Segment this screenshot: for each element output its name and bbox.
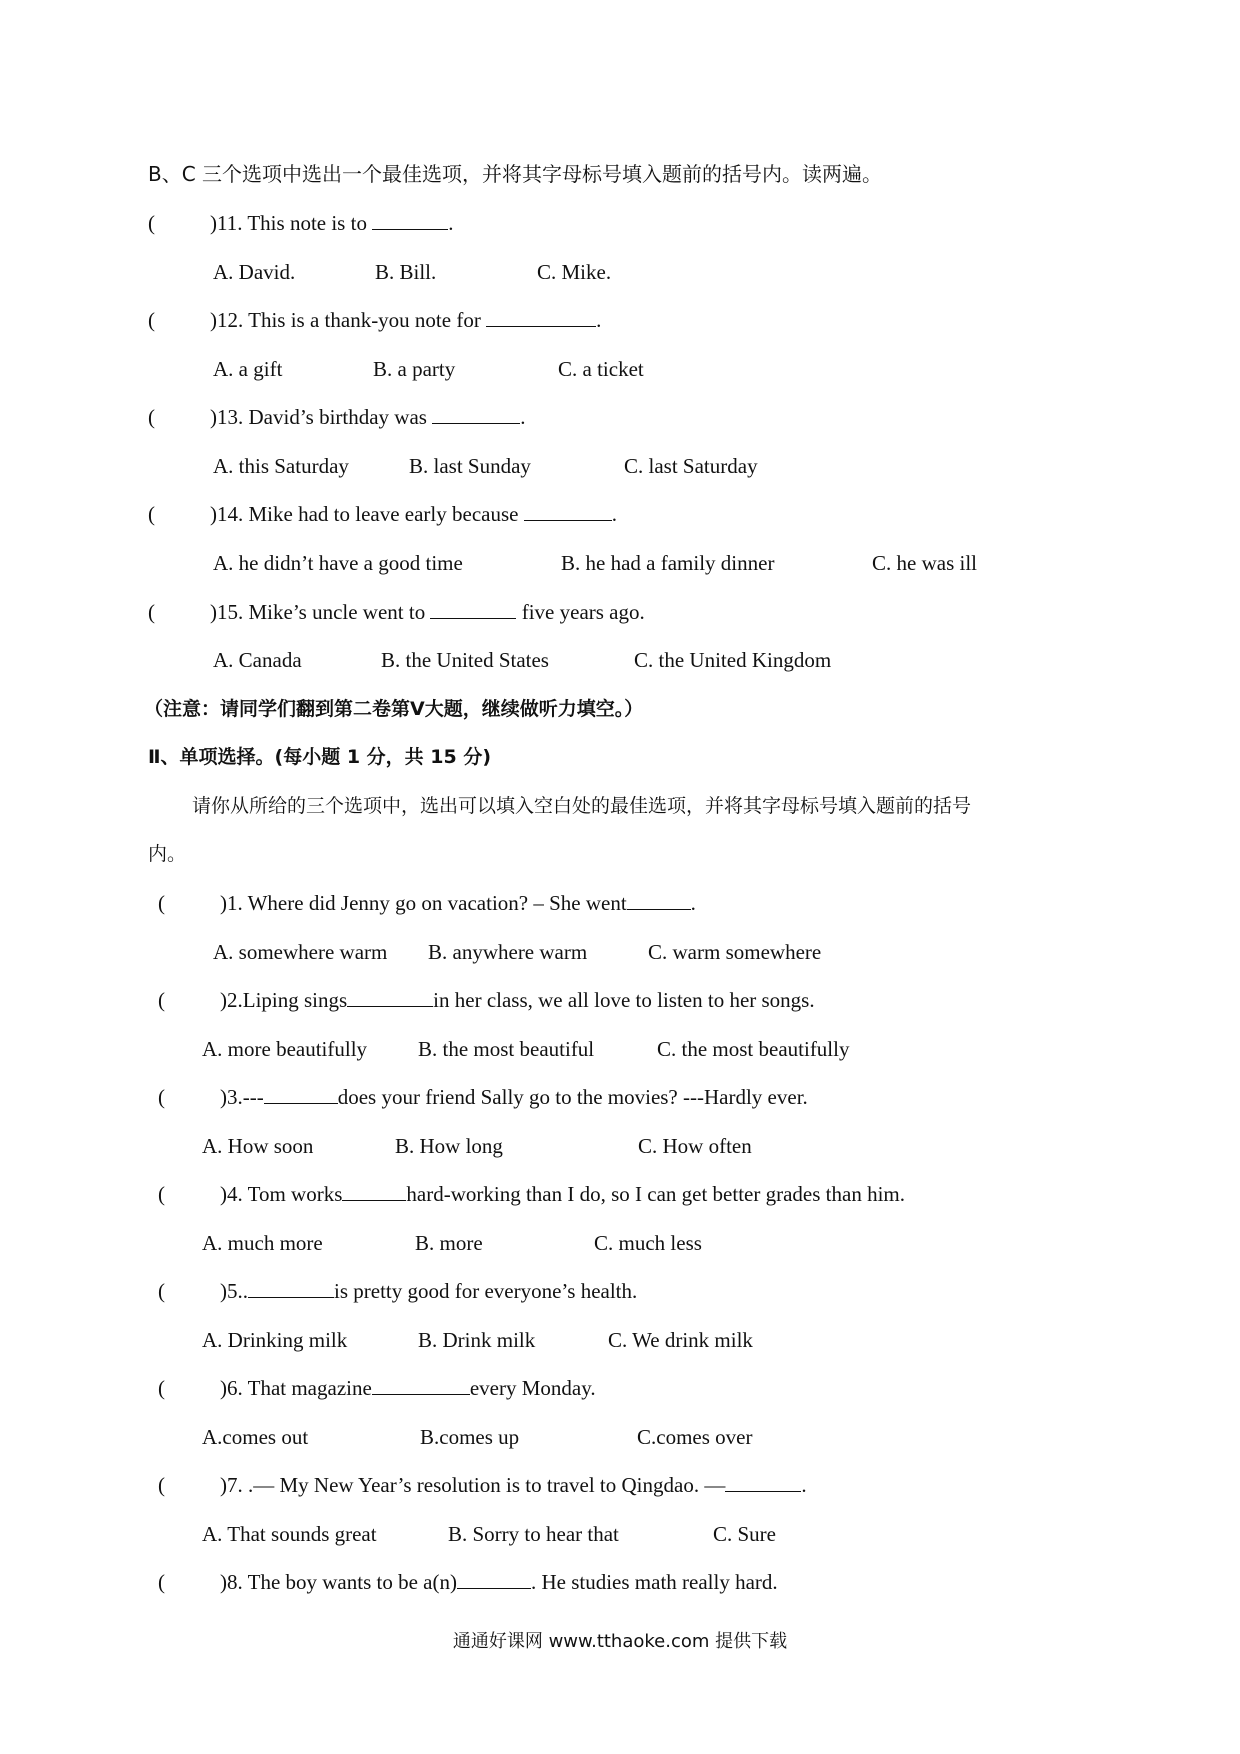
option-b[interactable]: B. Sorry to hear that [448,1522,619,1546]
option-b[interactable]: B. a party [373,357,456,381]
answer-bracket[interactable]: ( [158,1279,165,1303]
option-b[interactable]: B. he had a family dinner [561,551,775,575]
choice-question-5 [158,1277,637,1305]
choice-question-2 [158,986,815,1014]
answer-bracket[interactable]: ( [148,502,155,526]
fill-blank [347,986,433,1007]
answer-bracket[interactable]: ( [158,988,165,1012]
option-b[interactable]: B. How long [395,1134,503,1158]
fill-blank [432,403,520,424]
instruction-line: B、C 三个选项中选出一个最佳选项，并将其字母标号填入题前的括号内。读两遍。 [148,162,883,186]
section-title: Ⅱ、单项选择。(每小题 1 分，共 15 分) [148,746,492,768]
option-a[interactable]: A. That sounds great [202,1522,377,1546]
option-c[interactable]: C. the United Kingdom [634,648,832,672]
option-b[interactable]: B. anywhere warm [428,940,588,964]
option-c[interactable]: C. Sure [713,1522,776,1546]
option-a[interactable]: A. more beautifully [202,1037,368,1061]
question-stem: )1. Where did Jenny go on vacation? – She went [220,891,627,915]
fill-blank [627,889,691,910]
option-a[interactable]: A. How soon [202,1134,314,1158]
fill-blank [372,1374,470,1395]
choice-options-5 [0,1326,1240,1354]
choice-options-3 [0,1132,1240,1160]
choice-options-2 [0,1035,1240,1063]
options-13 [0,452,1240,480]
option-c[interactable]: C. Mike. [537,260,612,284]
question-stem: This is a thank-you note for [248,308,481,332]
question-stem: )5.. [220,1279,248,1303]
answer-bracket[interactable]: ( [158,1376,165,1400]
question-stem: David’s birthday was [248,405,427,429]
options-11 [0,258,1240,286]
answer-bracket[interactable]: ( [158,1570,165,1594]
options-15 [0,646,1240,674]
choice-options-1 [0,938,1240,966]
question-stem: Mike had to leave early because [248,502,519,526]
fill-blank [457,1568,531,1589]
fill-blank [524,500,612,521]
answer-bracket[interactable]: ( [158,1085,165,1109]
question-tail: five years ago. [521,600,645,624]
section-instruction: 请你从所给的三个选项中，选出可以填入空白处的最佳选项，并将其字母标号填入题前的括号 [192,795,972,817]
option-a[interactable]: A. this Saturday [213,454,349,478]
answer-bracket[interactable]: ( [158,891,165,915]
question-stem: )8. The boy wants to be a(n) [220,1570,457,1594]
section-instruction-cont: 内。 [148,843,187,865]
question-tail: . [611,502,617,526]
option-a[interactable]: A. much more [202,1231,323,1255]
option-c[interactable]: C. he was ill [872,551,977,575]
choice-question-1 [158,889,696,917]
question-stem: This note is to [247,211,367,235]
choice-question-7 [158,1471,807,1499]
question-stem: Mike’s uncle went to [248,600,426,624]
question-tail: . [596,308,602,332]
question-stem: )3.--- [220,1085,264,1109]
fill-blank [342,1180,406,1201]
answer-bracket[interactable]: ( [148,308,155,332]
option-c[interactable]: C. How often [638,1134,752,1158]
answer-bracket[interactable]: ( [158,1473,165,1497]
question-tail: . He studies math really hard. [530,1570,778,1594]
question-stem: )4. Tom works [220,1182,343,1206]
page-footer: 通通好课网 www.tthaoke.com 提供下载 [452,1631,788,1652]
option-a[interactable]: A. Canada [213,648,302,672]
choice-options-7 [0,1520,1240,1548]
option-c[interactable]: C. much less [594,1231,702,1255]
question-tail: does your friend Sally go to the movies? ---Hardly ever. [337,1085,808,1109]
question-tail: . [690,891,696,915]
option-b[interactable]: B. Bill. [375,260,437,284]
answer-bracket[interactable]: ( [148,600,155,624]
question-tail: . [520,405,526,429]
option-a[interactable]: A.comes out [202,1425,309,1449]
choice-question-8 [158,1568,778,1596]
option-a[interactable]: A. Drinking milk [202,1328,348,1352]
question-tail: . [448,211,454,235]
option-b[interactable]: B. last Sunday [409,454,531,478]
question-number: 12 [217,308,238,332]
fill-blank [725,1471,801,1492]
fill-blank [264,1083,338,1104]
option-b[interactable]: B. the most beautiful [418,1037,595,1061]
option-a[interactable]: A. a gift [213,357,283,381]
question-number: 11 [217,211,238,235]
option-b[interactable]: B. more [415,1231,483,1255]
notice-text: （注意：请同学们翻到第二卷第Ⅴ大题，继续做听力填空。） [144,698,644,720]
fill-blank [248,1277,334,1298]
question-tail: every Monday. [469,1376,596,1400]
question-stem: )6. That magazine [220,1376,372,1400]
option-a[interactable]: A. he didn’t have a good time [213,551,463,575]
answer-bracket[interactable]: ( [148,405,155,429]
choice-options-4 [0,1229,1240,1257]
option-a[interactable]: A. David. [213,260,296,284]
fill-blank [430,598,516,619]
question-tail: hard-working than I do, so I can get better grades than him. [406,1182,905,1206]
option-a[interactable]: A. somewhere warm [213,940,388,964]
options-14 [0,549,1240,577]
question-stem: )2.Liping sings [220,988,348,1012]
fill-blank [486,306,596,327]
question-stem: )7. .— My New Year’s resolution is to travel to Qingdao. — [220,1473,726,1497]
fill-blank [372,209,448,230]
question-number: 15 [217,600,238,624]
option-c[interactable]: C. We drink milk [608,1328,753,1352]
choice-options-6 [0,1423,1240,1451]
question-number: 13 [217,405,238,429]
option-c[interactable]: C. last Saturday [624,454,758,478]
option-c[interactable]: C. warm somewhere [648,940,822,964]
answer-bracket[interactable]: ( [158,1182,165,1206]
question-13: ( )13. David’s birthday was . [148,405,526,429]
options-12 [0,355,1240,383]
option-b[interactable]: B.comes up [420,1425,520,1449]
option-c[interactable]: C.comes over [637,1425,753,1449]
choice-question-3 [158,1083,808,1111]
option-b[interactable]: B. the United States [381,648,549,672]
option-b[interactable]: B. Drink milk [418,1328,536,1352]
question-14: ( )14. Mike had to leave early because . [148,502,617,526]
choice-question-6 [158,1374,596,1402]
choice-question-4 [158,1180,905,1208]
question-tail: . [801,1473,807,1497]
question-tail: in her class, we all love to listen to her songs. [433,988,815,1012]
question-number: 14 [217,502,238,526]
answer-bracket[interactable]: ( [148,211,155,235]
option-c[interactable]: C. a ticket [558,357,644,381]
question-11: ( )11. This note is to . [148,211,454,235]
question-15: ( )15. Mike’s uncle went to five years ago. [148,600,645,624]
question-12: ( )12. This is a thank-you note for . [148,308,602,332]
question-tail: is pretty good for everyone’s health. [334,1279,638,1303]
option-c[interactable]: C. the most beautifully [657,1037,850,1061]
